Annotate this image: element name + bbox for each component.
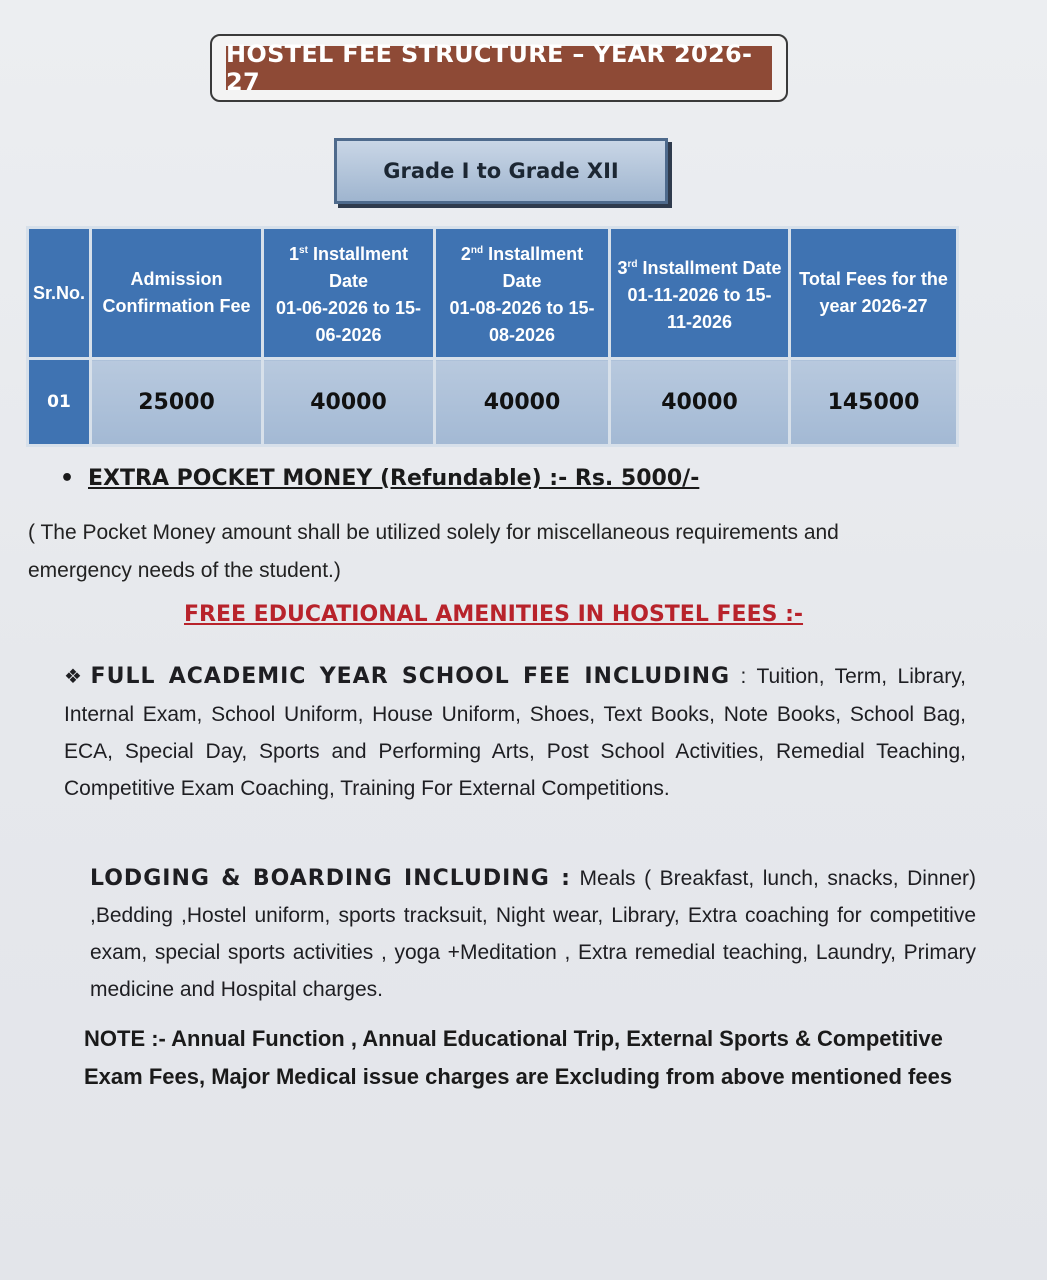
ordinal-suffix: rd (627, 258, 638, 270)
academic-heading: FULL ACADEMIC YEAR SCHOOL FEE INCLUDING (90, 664, 731, 689)
lodging-paragraph (90, 860, 976, 1008)
bullet-icon: • (60, 466, 75, 491)
fee-table (26, 226, 959, 447)
installment-range: 01-11-2026 to 15-11-2026 (627, 284, 772, 332)
title-frame (210, 34, 788, 102)
header-total-fees: Total Fees for the year 2026-27 (790, 228, 958, 359)
cell-installment-1: 40000 (263, 359, 435, 446)
header-sr-no: Sr.No. (28, 228, 91, 359)
diamond-bullet-icon: ❖ (64, 666, 87, 688)
academic-paragraph (64, 658, 966, 807)
cell-installment-3: 40000 (610, 359, 790, 446)
ordinal: 1 (289, 244, 300, 264)
exclusion-note: NOTE :- Annual Function , Annual Educational Trip, External Sports & Competitive Exam Fees, Major Medical issue charges are Excluding from above mentioned fees (84, 1026, 953, 1089)
header-installment-2 (435, 228, 610, 359)
table-row (28, 359, 958, 446)
amenities-heading: FREE EDUCATIONAL AMENITIES IN HOSTEL FEES :- (184, 602, 804, 627)
academic-text: : Tuition, Term, Library, Internal Exam, School Uniform, House Uniform, Shoes, Text Books, Note Books, School Bag, ECA, Special Day, Sports and Performing Arts, Post School Activities, Remedial Teaching, Competitive Exam Coaching, Training For External Competitions. (64, 665, 966, 800)
pocket-money-note: ( The Pocket Money amount shall be utilized solely for miscellaneous requirements and emergency needs of the student.) (28, 521, 839, 582)
header-installment-3 (610, 228, 790, 359)
installment-label: Installment Date (642, 257, 782, 278)
cell-installment-2: 40000 (435, 359, 610, 446)
installment-label: Installment Date (312, 244, 408, 291)
lodging-text: Meals ( Breakfast, lunch, snacks, Dinner) ,Bedding ,Hostel uniform, sports tracksuit, Night wear, Library, Extra coaching for competitive exam, special sports activities , yoga +Meditation , Extra remedial teaching, Laundry, Primary medicine and Hospital charges. (90, 867, 976, 1001)
cell-admission-fee: 25000 (91, 359, 263, 446)
pocket-money-text: EXTRA POCKET MONEY (Refundable) :- Rs. 5000/- (88, 466, 700, 491)
pocket-money-line (60, 466, 699, 491)
header-admission-fee: Admission Confirmation Fee (91, 228, 263, 359)
ordinal: 3 (617, 257, 628, 278)
lodging-heading: LODGING & BOARDING INCLUDING : (90, 866, 571, 891)
ordinal: 2 (460, 244, 471, 264)
header-installment-1 (263, 228, 435, 359)
grade-label: Grade I to Grade XII (334, 138, 668, 204)
table-header-row (28, 228, 958, 359)
page-title: HOSTEL FEE STRUCTURE – YEAR 2026-27 (226, 46, 772, 90)
ordinal-suffix: nd (470, 245, 484, 256)
ordinal-suffix: st (299, 245, 308, 256)
installment-range: 01-06-2026 to 15-06-2026 (275, 298, 422, 345)
cell-total-fees: 145000 (790, 359, 958, 446)
installment-range: 01-08-2026 to 15-08-2026 (449, 298, 595, 345)
cell-sr-no: 01 (28, 359, 91, 446)
installment-label: Installment Date (488, 244, 584, 291)
